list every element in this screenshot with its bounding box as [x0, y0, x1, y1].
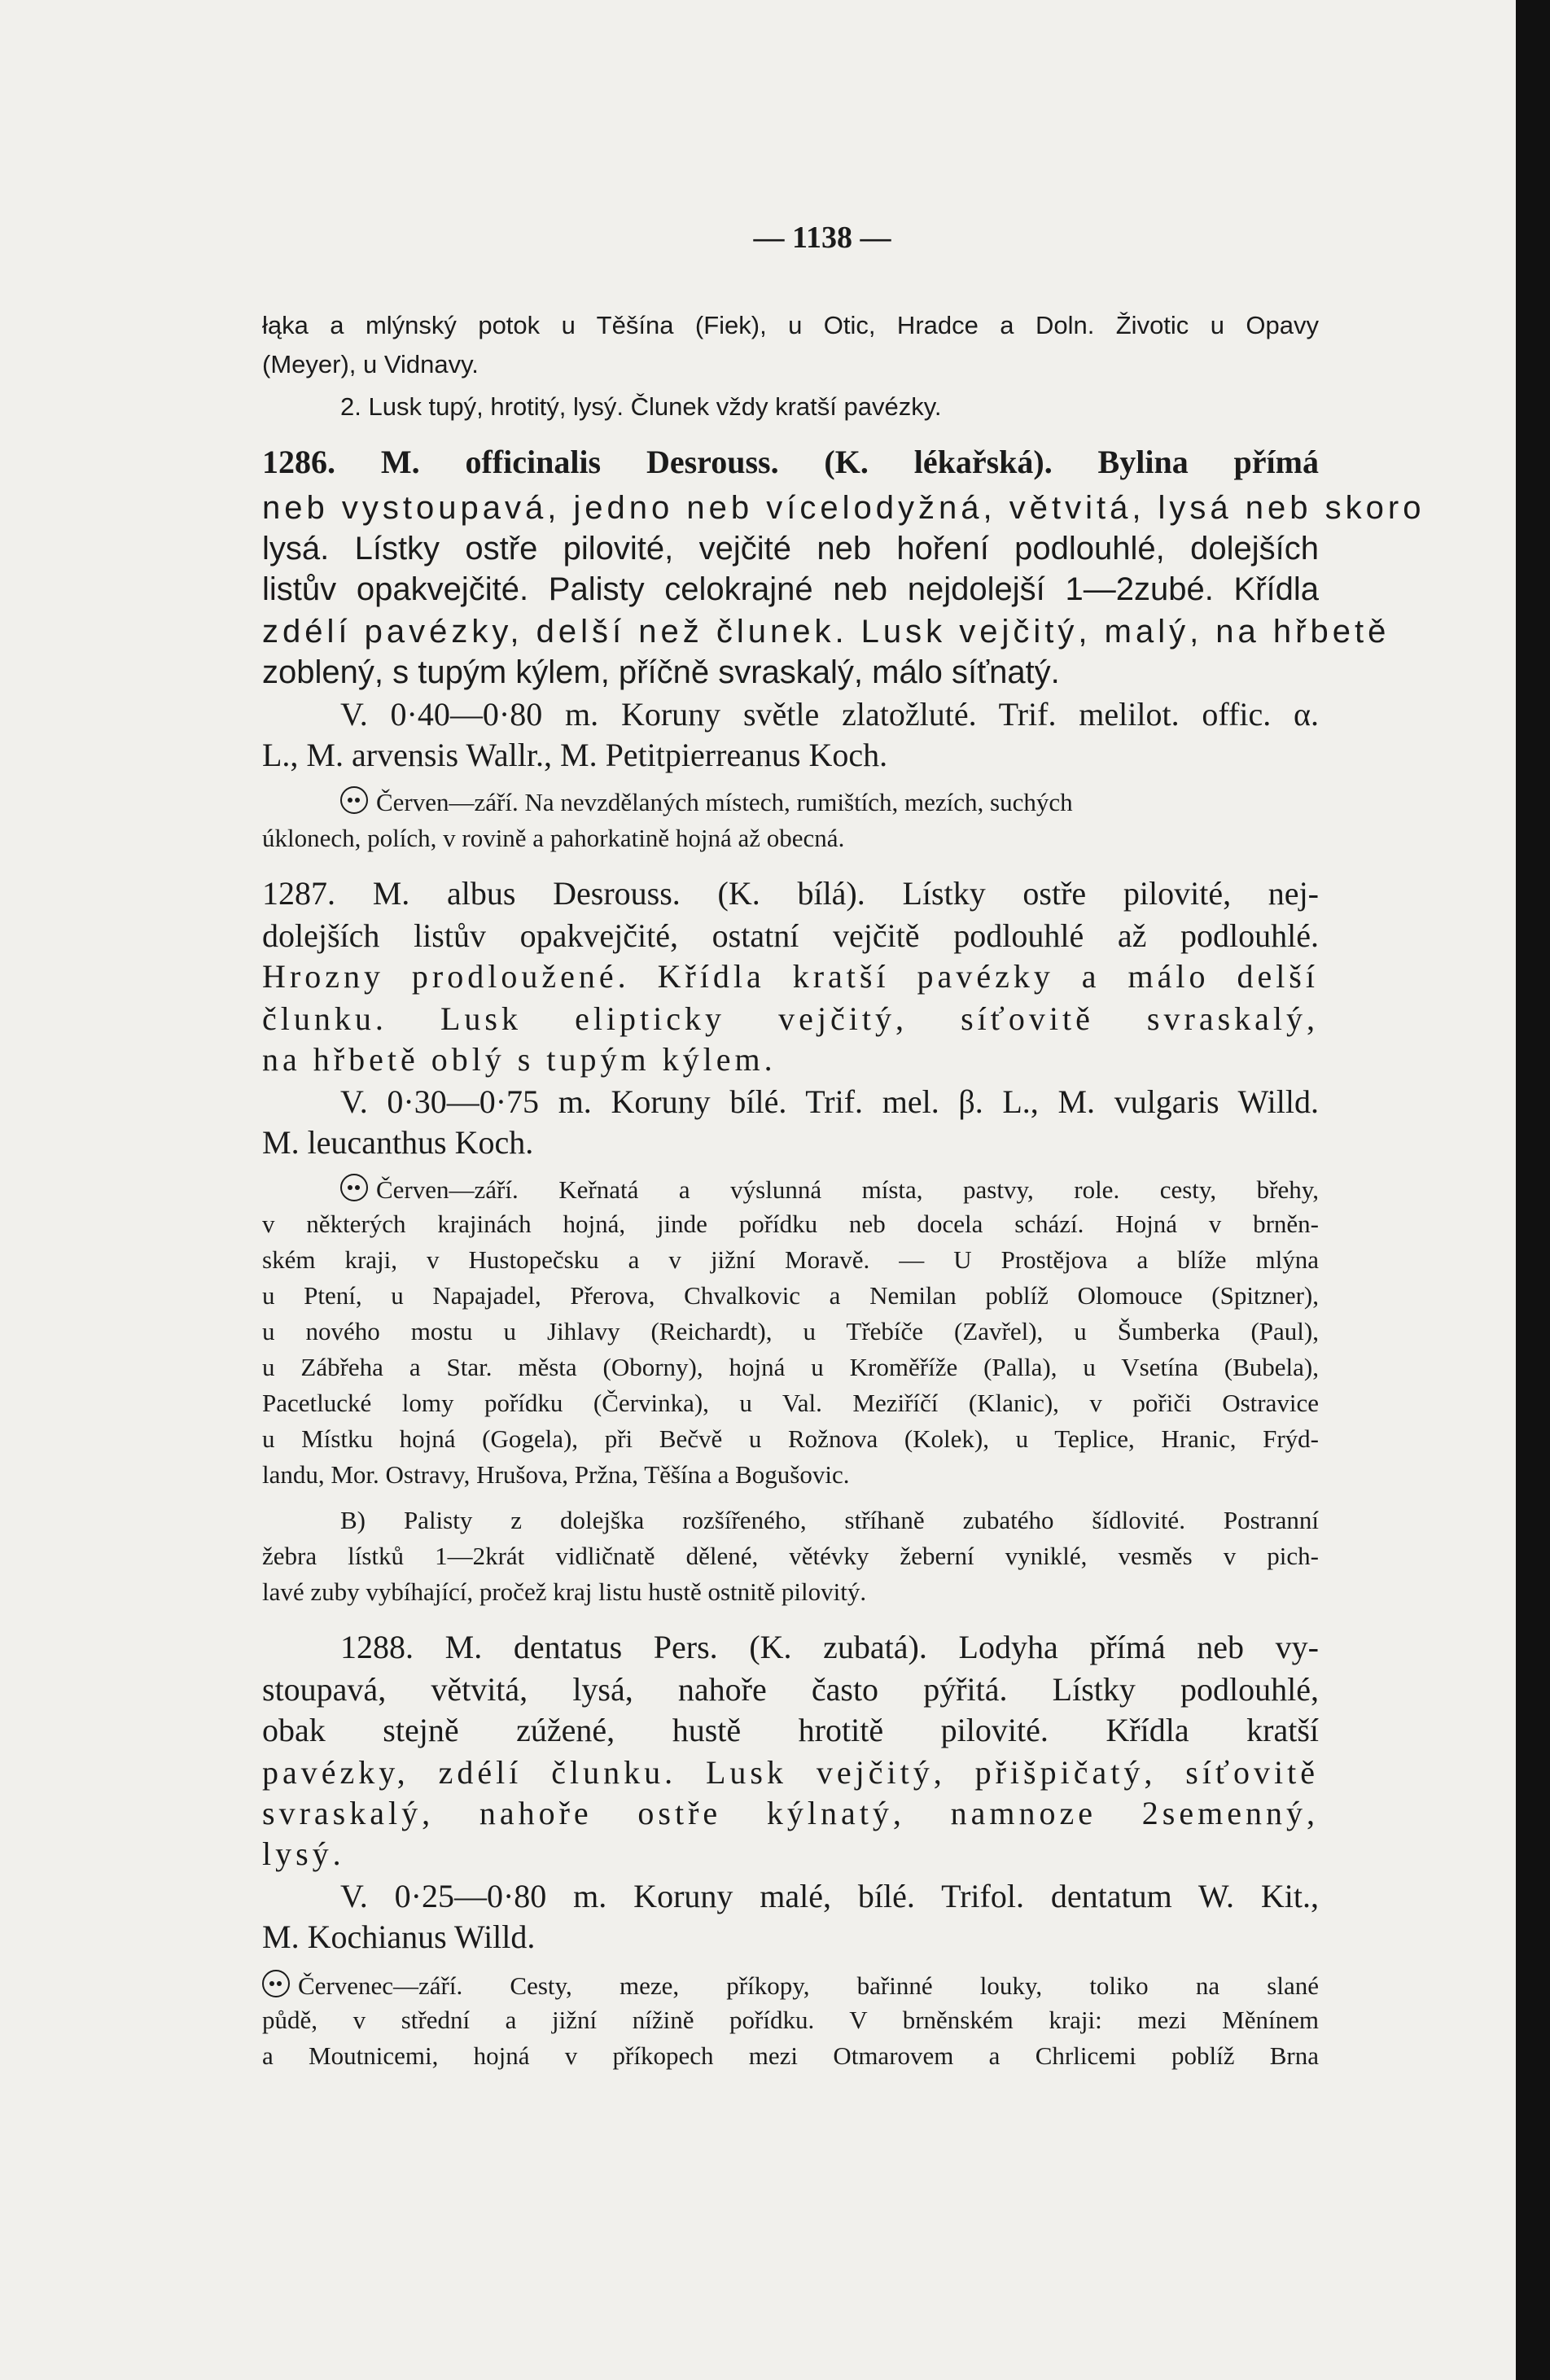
text-line: (Meyer), u Vidnavy.	[262, 350, 479, 378]
phenology-line	[340, 1174, 1319, 1202]
text-line: lysý.	[262, 1835, 345, 1872]
text-line: Červen—září. Na nevzdělaných místech, rumištích, mezích, suchých	[376, 788, 1073, 816]
text-line: V. 0·25—0·80 m. Koruny malé, bílé. Trifol. dentatum W. Kit.,	[340, 1878, 1319, 1914]
text-line: svraskalý, nahoře ostře kýlnatý, namnoze 2semenný,	[262, 1795, 1319, 1831]
text-line: u Ptení, u Napajadel, Přerova, Chvalkovic a Nemilan poblíž Olomouce (Spitzner),	[262, 1281, 1319, 1310]
phenology-line	[340, 786, 1073, 815]
biennial-icon	[262, 1970, 290, 1997]
biennial-icon	[340, 1174, 368, 1201]
text-line: B) Palisty z dolejška rozšířeného, stříhaně zubatého šídlovité. Postranní	[340, 1506, 1319, 1534]
text-line: neb vystoupavá, jedno neb vícelodyžná, větvitá, lysá neb skoro	[262, 490, 1425, 526]
text-line: M. leucanthus Koch.	[262, 1124, 534, 1161]
text-line: u Místku hojná (Gogela), při Bečvě u Rožnova (Kolek), u Teplice, Hranic, Frýd-	[262, 1424, 1319, 1453]
text-line: zdélí pavézky, delší než člunek. Lusk vejčitý, malý, na hřbetě	[262, 614, 1390, 650]
text-line: ském kraji, v Hustopečsku a v jižní Moravě. — U Prostějova a blíže mlýna	[262, 1245, 1319, 1274]
text-line: lavé zuby vybíhající, pročež kraj listu hustě ostnitě pilovitý.	[262, 1577, 867, 1606]
text-line: člunku. Lusk elipticky vejčitý, síťovitě svraskalý,	[262, 1000, 1319, 1037]
text-line: Červenec—září. Cesty, meze, příkopy, bařinné louky, toliko na slané	[298, 1971, 1319, 2000]
text-line: V. 0·30—0·75 m. Koruny bílé. Trif. mel. β. L., M. vulgaris Willd.	[340, 1083, 1319, 1120]
text-line: obak stejně zúžené, hustě hrotitě pilovité. Křídla kratší	[262, 1712, 1319, 1748]
text-line: zoblený, s tupým kýlem, příčně svraskalý, málo síťnatý.	[262, 654, 1060, 690]
species-heading: 1287. M. albus Desrouss. (K. bílá). Lístky ostře pilovité, nej-	[262, 875, 1319, 912]
text-line: L., M. arvensis Wallr., M. Petitpierreanus Koch.	[262, 737, 888, 773]
text-line: pavézky, zdélí člunku. Lusk vejčitý, přišpičatý, síťovitě	[262, 1754, 1319, 1791]
text-line: Hrozny prodloužené. Křídla kratší pavézky a málo delší	[262, 958, 1319, 995]
text-line: listův opakvejčité. Palisty celokrajné neb nejdolejší 1—2zubé. Křídla	[262, 571, 1319, 607]
text-line: dolejších listův opakvejčité, ostatní vejčitě podlouhlé až podlouhlé.	[262, 917, 1319, 954]
text-line: v některých krajinách hojná, jinde pořídku neb docela schází. Hojná v brněn-	[262, 1210, 1319, 1238]
text-line: půdě, v střední a jižní nížině pořídku. V brněnském kraji: mezi Měnínem	[262, 2006, 1319, 2034]
biennial-icon	[340, 786, 368, 814]
text-line: Pacetlucké lomy pořídku (Červinka), u Val. Meziříčí (Klanic), v pořiči Ostravice	[262, 1389, 1319, 1417]
text-line: landu, Mor. Ostravy, Hrušova, Pržna, Těšína a Bogušovic.	[262, 1460, 850, 1489]
text-line: a Moutnicemi, hojná v příkopech mezi Otmarovem a Chrlicemi poblíž Brna	[262, 2041, 1319, 2070]
text-line: V. 0·40—0·80 m. Koruny světle zlatožluté. Trif. melilot. offic. α.	[340, 696, 1319, 733]
page-number: — 1138 —	[753, 221, 891, 255]
text-line: žebra lístků 1—2krát vidličnatě dělené, větévky žeberní vyniklé, vesměs v pich-	[262, 1542, 1319, 1570]
text-line: u Zábřeha a Star. města (Oborny), hojná u Kroměříže (Palla), u Vsetína (Bubela),	[262, 1353, 1319, 1381]
phenology-line	[262, 1970, 1319, 1998]
text-line: na hřbetě oblý s tupým kýlem.	[262, 1041, 777, 1078]
species-heading: 1288. M. dentatus Pers. (K. zubatá). Lodyha přímá neb vy-	[340, 1629, 1319, 1665]
text-line: úklonech, polích, v rovině a pahorkatině hojná až obecná.	[262, 824, 845, 852]
text-line: M. Kochianus Willd.	[262, 1918, 536, 1955]
text-line: łąka a mlýnský potok u Těšína (Fiek), u Otic, Hradce a Doln. Životic u Opavy	[262, 311, 1319, 339]
text-line: stoupavá, větvitá, lysá, nahoře často pýřitá. Lístky podlouhlé,	[262, 1671, 1319, 1708]
text-line: 2. Lusk tupý, hrotitý, lysý. Člunek vždy kratší pavézky.	[340, 392, 942, 421]
text-line: lysá. Lístky ostře pilovité, vejčité neb hoření podlouhlé, dolejších	[262, 531, 1319, 567]
text-line: Červen—září. Keřnatá a výslunná místa, pastvy, role. cesty, břehy,	[376, 1175, 1319, 1204]
species-heading: 1286. M. officinalis Desrouss. (K. lékařská). Bylina přímá	[262, 444, 1319, 480]
scan-edge	[1516, 0, 1550, 2380]
text-line: u nového mostu u Jihlavy (Reichardt), u Třebíče (Zavřel), u Šumberka (Paul),	[262, 1317, 1319, 1345]
